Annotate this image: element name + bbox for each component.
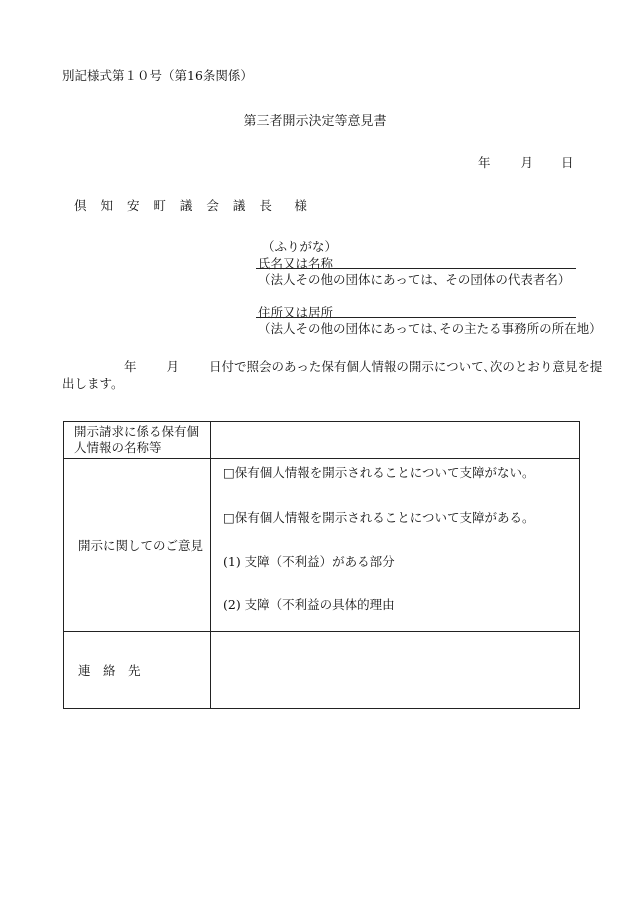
info-name-field[interactable] [211, 422, 580, 459]
contact-field[interactable] [211, 632, 580, 709]
name-label: 氏名又は名称 [258, 256, 334, 271]
date-line [478, 153, 574, 171]
name-underline [256, 268, 576, 269]
body-text-rest: 日付で照会のあった保有個人情報の開示について､次のとおり意見を提 [209, 359, 603, 374]
address-underline [256, 317, 576, 318]
opinion-header: 開示に関してのご意見 [64, 459, 211, 632]
table-row [64, 422, 580, 459]
form-number: 別記様式第１０号（第16条関係） [62, 68, 253, 83]
date-day: 日 [561, 155, 574, 170]
opinion-table [63, 421, 580, 709]
objection-reason-label: (2) 支障（不利益の具体的理由 [223, 597, 395, 612]
body-text-line1 [124, 357, 602, 375]
body-year: 年 [124, 359, 137, 374]
body-text-line2: 出します。 [62, 376, 124, 391]
date-year: 年 [478, 155, 491, 170]
option-objection[interactable]: □保有個人情報を開示されることについて支障がある。 [223, 510, 535, 525]
furigana-label: （ふりがな） [262, 239, 338, 254]
addressee: 倶 知 安 町 議 会 議 長 様 [74, 198, 312, 213]
objection-part-label: (1) 支障（不利益）がある部分 [223, 554, 395, 569]
table-row [64, 632, 580, 709]
body-month: 月 [166, 359, 180, 374]
contact-header: 連 絡 先 [64, 632, 211, 709]
address-note: （法人その他の団体にあっては､その主たる事務所の所在地） [258, 321, 602, 336]
address-label: 住所又は居所 [258, 305, 334, 320]
document-title: 第三者開示決定等意見書 [243, 114, 387, 129]
option-no-objection[interactable]: □保有個人情報を開示されることについて支障がない。 [223, 465, 535, 480]
info-name-header: 開示請求に係る保有個人情報の名称等 [64, 422, 211, 459]
date-month: 月 [520, 155, 534, 170]
opinion-options [211, 459, 580, 632]
table-row [64, 459, 580, 632]
name-note: （法人その他の団体にあっては、その団体の代表者名） [258, 272, 571, 287]
